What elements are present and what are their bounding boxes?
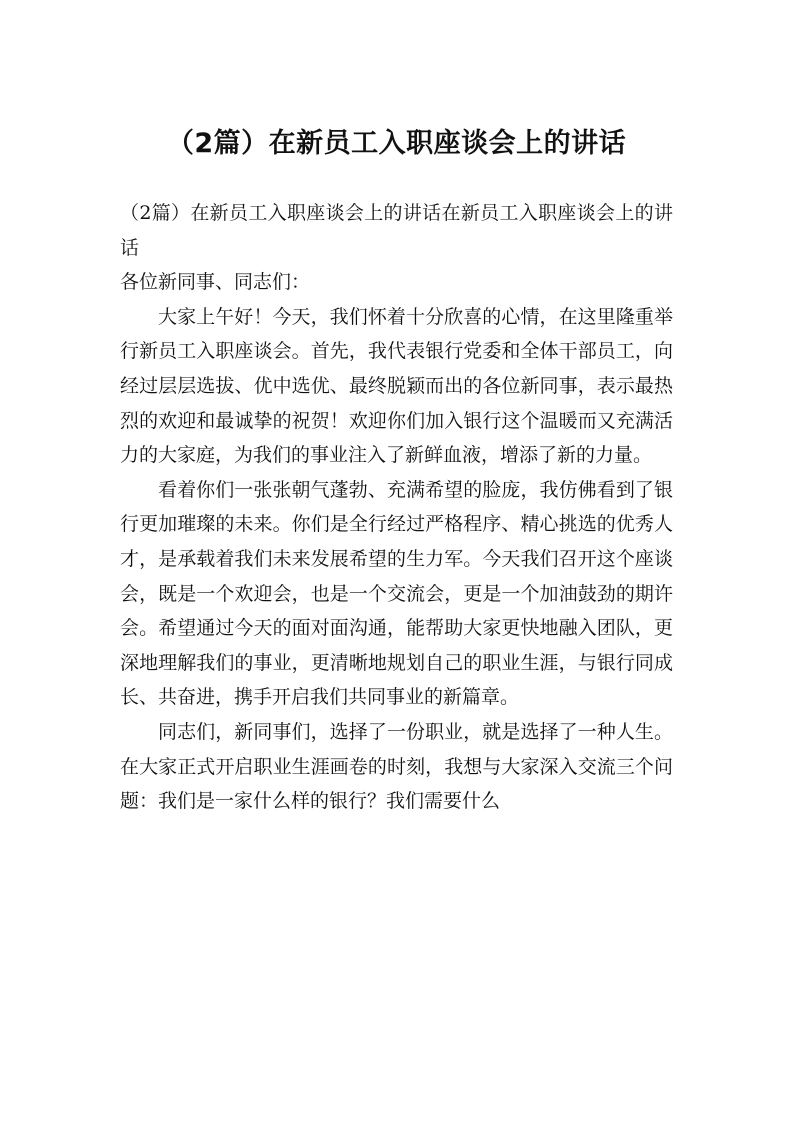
document-title: （2篇）在新员工入职座谈会上的讲话	[166, 128, 627, 159]
paragraph-questions: 同志们，新同事们，选择了一份职业，就是选择了一种人生。在大家正式开启职业生涯画卷的时刻，我想与大家深入交流三个问题：我们是一家什么样的银行？我们需要什么	[120, 720, 673, 813]
paragraph-subtitle: （2篇）在新员工入职座谈会上的讲话在新员工入职座谈会上的讲话	[120, 202, 673, 259]
paragraph-salutation: 各位新同事、同志们：	[120, 271, 311, 294]
paragraph-welcome: 大家上午好！今天，我们怀着十分欣喜的心情，在这里隆重举行新员工入职座谈会。首先，我代表银行党委和全体干部员工，向经过层层选拔、优中选优、最终脱颖而出的各位新同事，表示最热烈的欢迎和最诚挚的祝贺！欢迎你们加入银行这个温暖而又充满活力的大家庭，为我们的事业注入了新鲜血液，增添了新的力量。	[120, 305, 673, 467]
paragraph-future: 看着你们一张张朝气蓬勃、充满希望的脸庞，我仿佛看到了银行更加璀璨的未来。你们是全行经过严格程序、精心挑选的优秀人才，是承载着我们未来发展希望的生力军。今天我们召开这个座谈会，既是一个欢迎会，也是一个交流会，更是一个加油鼓劲的期许会。希望通过今天的面对面沟通，能帮助大家更快地融入团队，更深地理解我们的事业，更清晰地规划自己的职业生涯，与银行同成长、共奋进，携手开启我们共同事业的新篇章。	[120, 478, 673, 709]
document-body	[120, 196, 673, 819]
